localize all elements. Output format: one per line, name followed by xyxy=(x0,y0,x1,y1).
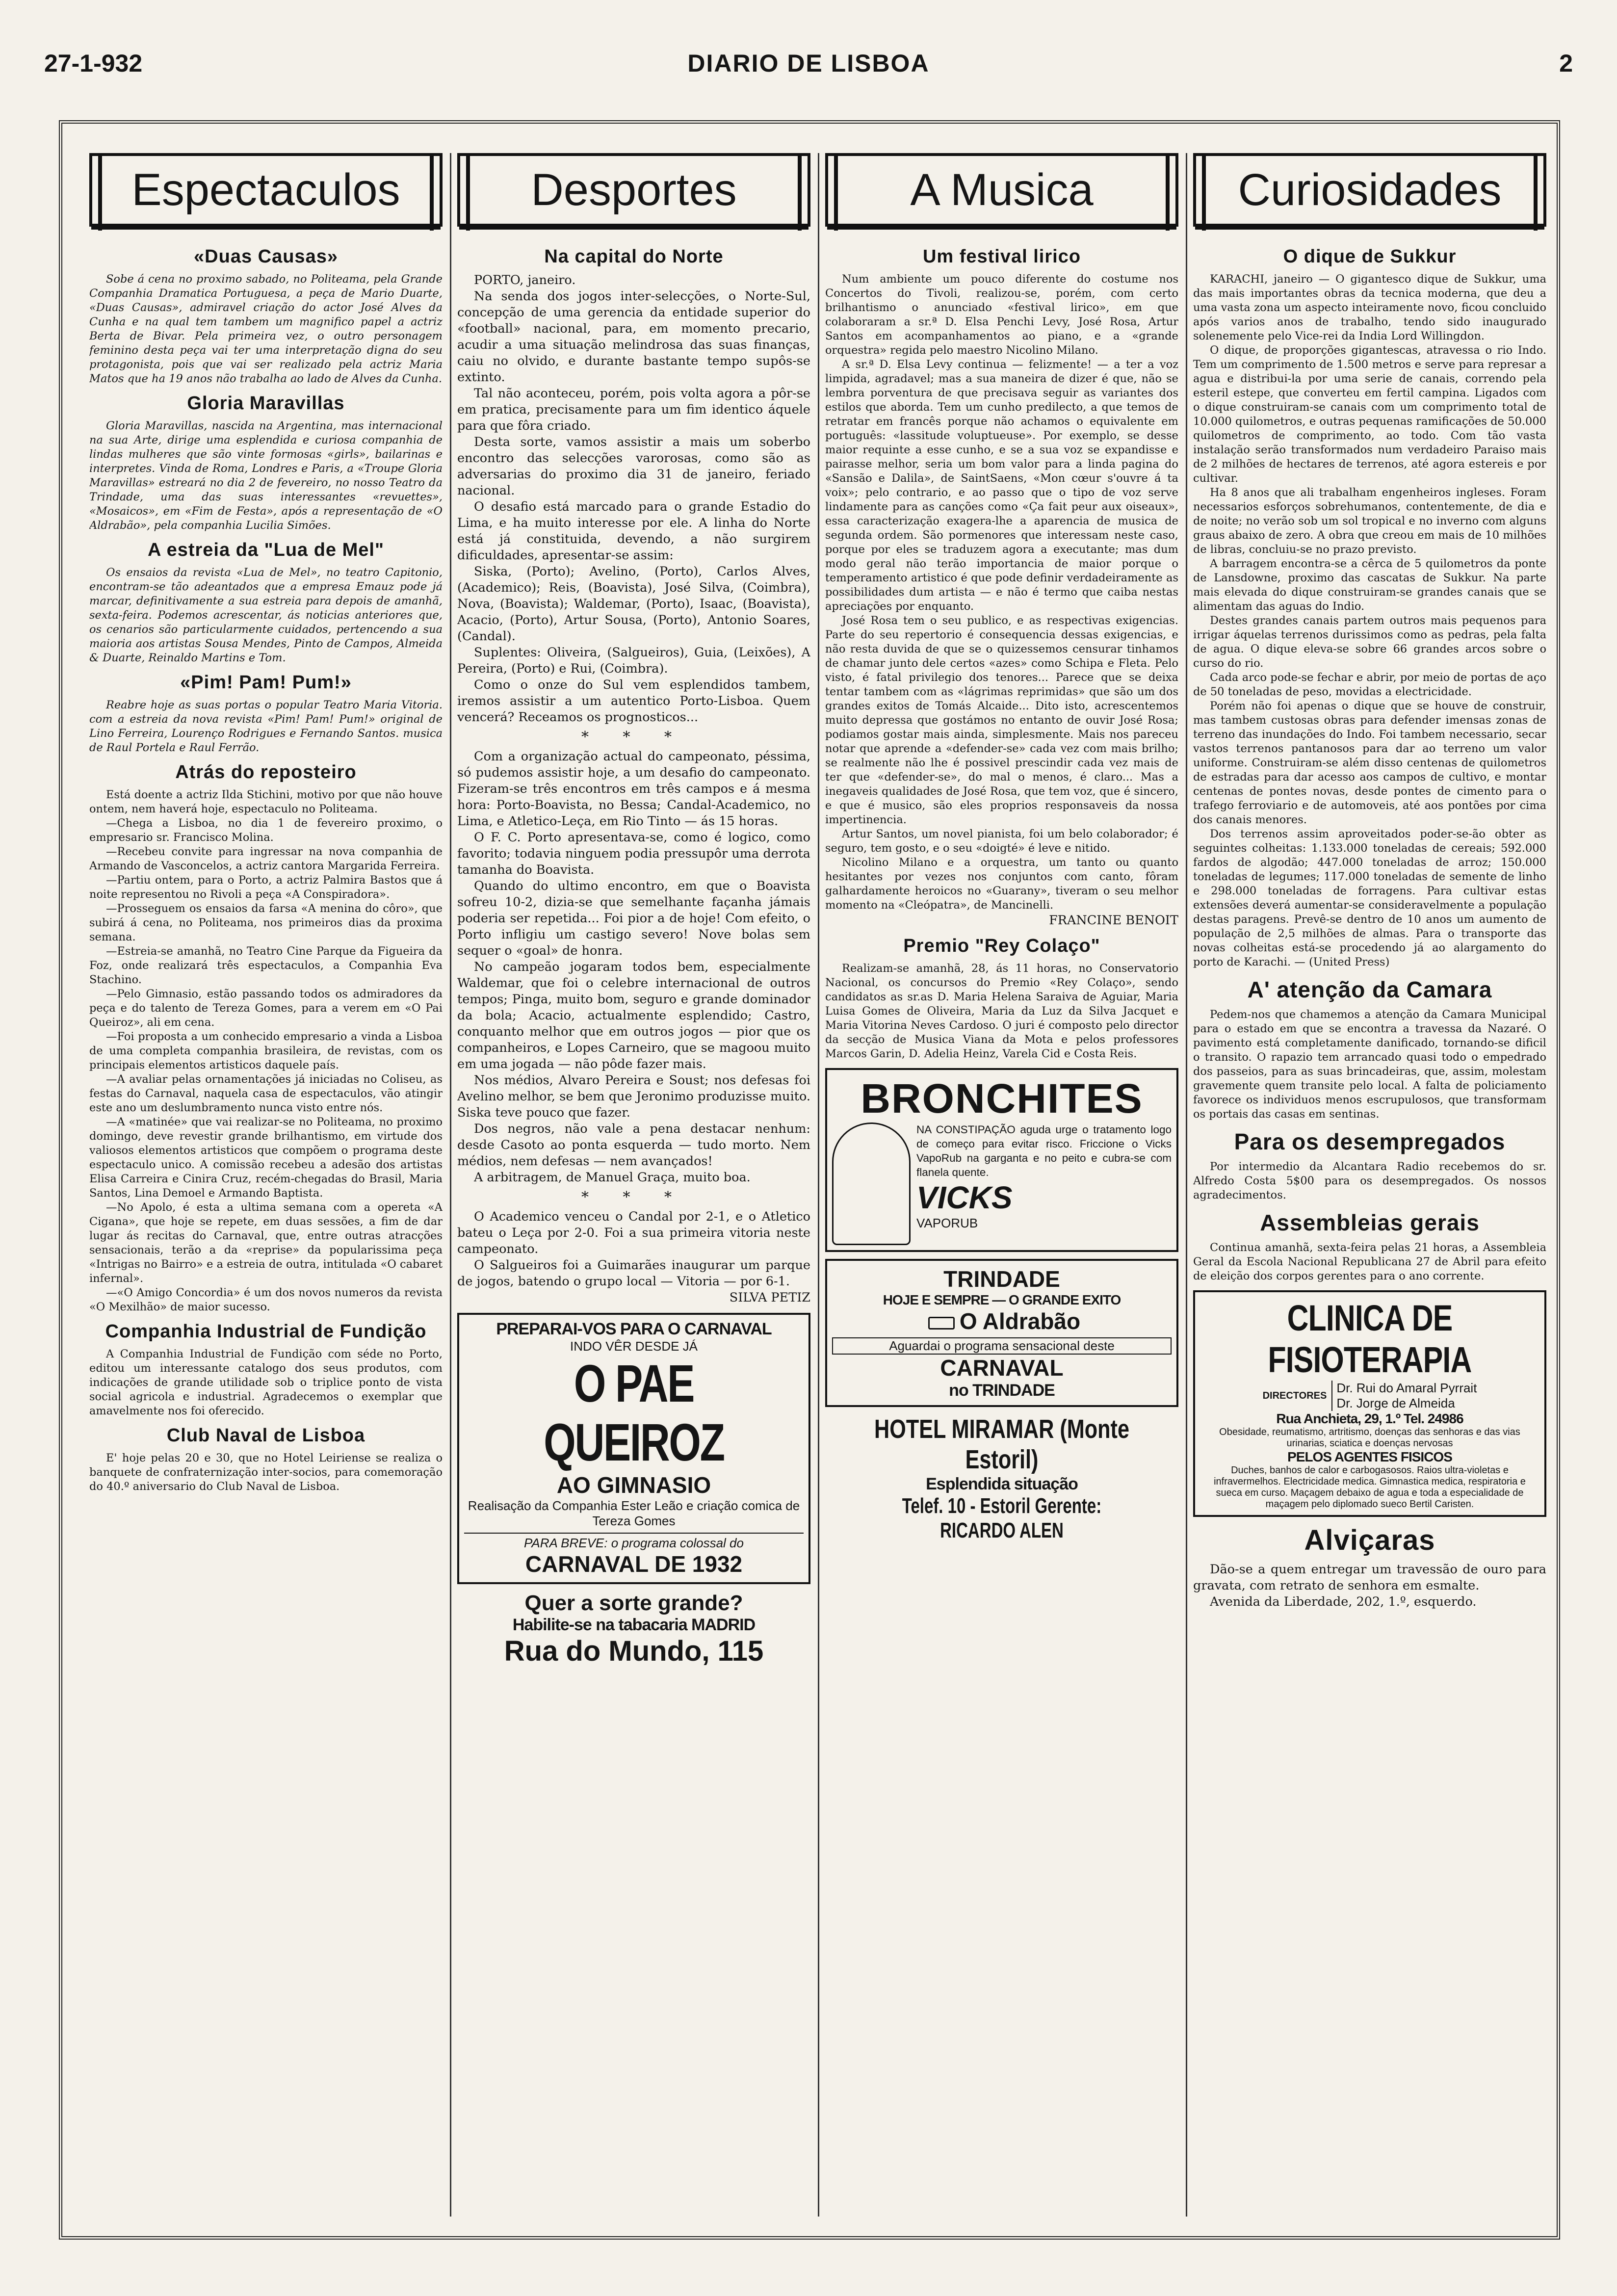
ad-line: Rua do Mundo, 115 xyxy=(504,1635,764,1667)
article-paragraph: Dos negros, não vale a pena destacar nenhum: desde Casoto ao ponta esquerda — tudo morto. Nem médios, nem defesas — nem avançados! xyxy=(457,1122,810,1169)
article-text: Por intermedio da Alcantara Radio recebemos do sr. Alfredo Costa 5$00 para os desempregados. Os nossos agradecimentos. xyxy=(1193,1160,1546,1201)
ad-headline: HOTEL MIRAMAR (Monte Estoril) xyxy=(874,1414,1129,1474)
article-paragraph: Num ambiente um pouco diferente do costume nos Concertos do Tivoli, realizou-se, porém, com certo brilhantismo o anunciado «festival lirico», em que colaboraram a sr.ª D. Elsa Penchi Levy, José Rosa, Artur Santos em acompanhamentos ao piano, e a «grande orquestra» regida pelo maestro Nicolino Milano. xyxy=(825,273,1178,357)
article-paragraph: No campeão jogaram todos bem, especialmente Waldemar, que foi o celebre internacional de outros tempos; Pinga, muito bom, seguro e grande dominador da bola; Acacio, actualmente esplendido; Castro, conquanto melhor que em outros jogos — pior que os companheiros, e Lopes Carneiro, que se magoou muito em uma jogada — não pôde fazer mais. xyxy=(457,960,810,1071)
news-item: —Chega a Lisboa, no dia 1 de fevereiro proximo, o empresario sr. Francisco Molina. xyxy=(89,817,443,844)
news-item: —Pelo Gimnasio, estão passando todos os admiradores da peça e do talento de Tereza Gomes, para a verem em «O Pai Queiroz», ali em cena. xyxy=(89,988,443,1029)
section-header-curiosidades: Curiosidades xyxy=(1193,153,1546,227)
column-rule xyxy=(1186,153,1187,2217)
article-paragraph: Destes grandes canais partem outros mais pequenos para irrigar áquelas terrenos durissimos como as pedras, pela falta de agua. O dique eleva-se sobre 66 grandes arcos sobre o curso do rio. xyxy=(1193,614,1546,670)
advertisement-hotel-miramar xyxy=(825,1414,1178,1543)
article-paragraph: Porém não foi apenas o dique que se houve de construir, mas tambem custosas obras para defender imensas zonas de terreno das inundações do Indo. Foi tambem necessario, secar vastos terrenos pantanosos para dar ao terreno um valor uniforme. Construiram-se além disso centenas de quilometros de estradas para dar acesso aos campos de cultivo, e montar centenas de pontes novas, desde pontes de cimento para o trafego ferroviario e de automoveis, até aos pontões por cima dos canais menores. xyxy=(1193,700,1546,826)
page-number: 2 xyxy=(1559,50,1573,77)
masthead xyxy=(44,49,1573,78)
advertisement-vicks xyxy=(825,1068,1178,1252)
section-divider: * * * xyxy=(581,1189,687,1206)
advertisement-trindade xyxy=(825,1259,1178,1407)
article-paragraph: Nos médios, Alvaro Pereira e Soust; nos defesas foi Avelino melhor, se bem que Jeronimo produzisse muito. Siska teve pouco que fazer. xyxy=(457,1073,810,1120)
article-title: «Duas Causas» xyxy=(194,246,338,267)
byline: SILVA PETIZ xyxy=(729,1290,810,1305)
article-paragraph: O Academico venceu o Candal por 2-1, e o Atletico bateu o Leça por 2-0. Foi a sua primeira vitoria neste campeonato. xyxy=(457,1209,810,1256)
news-item: —A «matinée» que vai realizar-se no Politeama, no proximo domingo, deve revestir grande brilhantismo, em virtude dos valiosos elementos artisticos que compõem o programa deste espectaculo unico. A comissão recebeu a adesão dos artistas Elisa Carreira e Cinira Cruz, recém-chegadas do Brasil, Maria Santos, Lina Demoel e Armando Baptista. xyxy=(89,1116,443,1200)
article-text: Avenida da Liberdade, 202, 1.º, esquerdo. xyxy=(1210,1594,1477,1609)
article-paragraph: O dique, de proporções gigantescas, atravessa o rio Indo. Tem um comprimento de 1.500 metros e serve para represar a agua e distribui-la por uma serie de canais, correndo pela esteril estepe, que converteu em fertil campina. Ligados com o dique construiram-se canais com um comprimento total de 10.000 quilometros, e outras pequenas ramificações de 50.000 quilometros de comprimento, ao todo. Com tão vasta instalação serão transformados num verdadeiro Paraiso mais de 2 milhões de hectares de terrenos, até agora estereis e por cultivar. xyxy=(1193,344,1546,485)
ad-line: INDO VÊR DESDE JÁ xyxy=(570,1339,698,1354)
article-paragraph: Como o onze do Sul vem esplendidos tambem, iremos assistir a um autentico Porto-Lisboa. Quem vencerá? Receamos os prognosticos... xyxy=(457,678,810,725)
news-item: —Foi proposta a um conhecido empresario a vinda a Lisboa de uma completa companhia brasileira, de revistas, com os principais elementos artisticos daquele país. xyxy=(89,1030,443,1071)
article-text: A Companhia Industrial de Fundição com séde no Porto, editou um interessante catalogo dos seus produtos, com indicações de grande utilidade sob o triplice ponto de vista social agricola e industrial. Agradecemos o exemplar que amavelmente nos foi oferecido. xyxy=(89,1348,443,1417)
ad-line: PELOS AGENTES FISICOS xyxy=(1287,1449,1452,1464)
ad-line: Dr. Rui do Amaral Pyrrait xyxy=(1336,1381,1477,1395)
brand-sub: VAPORUB xyxy=(916,1216,978,1230)
article-title: O dique de Sukkur xyxy=(1283,246,1457,267)
article-title: Gloria Maravillas xyxy=(187,393,345,414)
article-paragraph: Tal não aconteceu, porém, pois volta agora a pôr-se em pratica, precisamente para um fim identico áquele para que fôra criado. xyxy=(457,386,810,433)
newspaper-title: DIARIO DE LISBOA xyxy=(687,50,930,77)
pharmacist-illustration xyxy=(832,1122,911,1245)
article-text: Sobe á cena no proximo sabado, no Politeama, pela Grande Companhia Dramatica Portuguesa, a peça de Mario Duarte, «Duas Causas», admiravel criação do actor José Alves da Cunha e na qual tem tambem um magnifico papel a actriz Berta de Bivar. Pela primeira vez, o outro personagem feminino desta peça vai ter uma interpretação digna do seu protagonista, pois que vai ser realizado pela actriz Maria Matos que ha 19 anos não trabalha ao lado de Alves da Cunha. xyxy=(89,273,443,385)
article-paragraph: O F. C. Porto apresentava-se, como é logico, como favorito; todavia ninguem podia pressupôr uma derrota tamanha do Boavista. xyxy=(457,830,810,877)
ad-line: Obesidade, reumatismo, artritismo, doenças das senhoras e das vias urinarias, sciatica e doenças nervosas xyxy=(1219,1427,1520,1449)
ad-line: Rua Anchieta, 29, 1.º Tel. 24986 xyxy=(1276,1411,1463,1426)
article-title: Na capital do Norte xyxy=(544,246,724,267)
column-curiosidades xyxy=(1193,153,1546,2217)
article-paragraph: O desafio está marcado para o grande Estadio do Lima, e ha muito interesse por ele. A linha do Norte está já constituida, devendo, a não surgirem dificuldades, apresentar-se assim: xyxy=(457,499,810,563)
news-item: —Partiu ontem, para o Porto, a actriz Palmira Bastos que á noite representou no Rivoli a peça «A Conspiradora». xyxy=(89,874,443,901)
news-item: —Estreia-se amanhã, no Teatro Cine Parque da Figueira da Foz, onde realizará três espectaculos, a Companhia Eva Stachino. xyxy=(89,945,443,986)
byline: FRANCINE BENOIT xyxy=(1049,913,1178,928)
ad-line: Dr. Jorge de Almeida xyxy=(1336,1396,1455,1410)
column-musica xyxy=(825,153,1178,2217)
ad-headline: BRONCHITES xyxy=(861,1075,1143,1122)
article-title: Companhia Industrial de Fundição xyxy=(105,1321,427,1342)
ad-line: O Aldrabão xyxy=(959,1308,1081,1334)
ad-line: PREPARAI-VOS PARA O CARNAVAL xyxy=(496,1320,772,1338)
article-paragraph: Siska, (Porto); Avelino, (Porto), Carlos Alves, (Academico); Reis, (Boavista), José Silva, (Coimbra), Nova, (Boavista); Waldemar, (Porto), Isaac, (Boavista), Acacio, (Porto), Artur Sousa, (Porto), Antonio Soares, (Candal). xyxy=(457,564,810,644)
article-paragraph: KARACHI, janeiro — O gigantesco dique de Sukkur, uma das mais importantes obras da tecnica moderna, que deu a uma vasta zona um aspecto inteiramente novo, ficou concluido após varios anos de trabalho, tendo sido inaugurado solenemente pelo Vice-rei da India Lord Willingdon. xyxy=(1193,273,1546,342)
ad-headline: CLINICA DE FISIOTERAPIA xyxy=(1268,1298,1472,1380)
brand-logo: VICKS xyxy=(916,1180,1013,1215)
ad-text: NA CONSTIPAÇÃO aguda urge o tratamento logo de começo para evitar risco. Friccione o Vicks VapoRub na garganta e no peito e cubra-se com flanela quente. xyxy=(916,1123,1172,1178)
advertisement-tabacaria xyxy=(457,1591,810,1668)
column-rule xyxy=(450,153,451,2217)
article-text: Pedem-nos que chamemos a atenção da Camara Municipal para o estado em que se encontra a travessa da Nazaré. O pavimento está completamente danificado, tornando-se dificil o transito. O rapazio tem arrancado quasi todo o empedrado dos passeios, para as suas brincadeiras, que, assim, molestam gravemente quem transite pelo local. A falta de policiamento favorece os individuos menos escrupulosos, que transformam os portais das casas em sentinas. xyxy=(1193,1008,1546,1121)
article-title: Alviçaras xyxy=(1304,1524,1435,1556)
article-text: Os ensaios da revista «Lua de Mel», no teatro Capitonio, encontram-se tão adeantados que a empresa Emauz pode já marcar, definitivamente a sua estreia para depois de amanhã, sexta-feira. Podemos acrescentar, ás noticias anteriores que, os cenarios são particularmente cuidados, pertencendo a sua maioria aos artistas Sousa Mendes, Pinto de Campos, Almeida & Duarte, Reinaldo Martins e Tom. xyxy=(89,566,443,664)
article-paragraph: Artur Santos, um novel pianista, foi um belo colaborador; é seguro, tem gosto, e o seu «doigté» é leve e nitido. xyxy=(825,828,1178,855)
ad-line: AO xyxy=(556,1472,591,1498)
section-header-espectaculos: Espectaculos xyxy=(89,153,443,227)
article-paragraph: Cada arco pode-se fechar e abrir, por meio de portas de aço de 50 toneladas de peso, movidas a electricidade. xyxy=(1193,671,1546,698)
article-title: Assembleias gerais xyxy=(1260,1210,1480,1235)
advertisement-pae-queiroz xyxy=(457,1313,810,1584)
section-header-desportes: Desportes xyxy=(457,153,810,227)
article-paragraph: Dos terrenos assim aproveitados poder-se-ão obter as seguintes colheitas: 1.133.000 toneladas de cereais; 592.000 fardos de algodão; 447.000 toneladas de arroz; 150.000 toneladas de legumes; 117.000 toneladas de semente de linho e 298.000 toneladas de forragens. Para cultivar estas extensões deverá aumentar-se consideravelmente a população destas paragens. Prevê-se dentro de 10 anos um aumento de população de 2,5 milhões de almas. Para o transporte das novas colheitas está-se procedendo já ao alargamento do porto de Karachi. — (United Press) xyxy=(1193,828,1546,968)
ad-line: no TRINDADE xyxy=(949,1381,1055,1400)
news-item: —Prosseguem os ensaios da farsa «A menina do côro», que subirá á cena, no Politeama, nos primeiros dias da proxima semana. xyxy=(89,902,443,943)
article-title: Premio "Rey Colaço" xyxy=(903,936,1100,956)
article-text: Reabre hoje as suas portas o popular Teatro Maria Vitoria. com a estreia da nova revista «Pim! Pam! Pum!» original de Lino Ferreira, Lourenço Rodrigues e Fernando Santos. musica de Raul Portela e Raul Ferrão. xyxy=(89,699,443,754)
ad-line: Realisação da Companhia Ester Leão e criação comica de Tereza Gomes xyxy=(468,1498,800,1528)
ad-line: Habilite-se na tabacaria MADRID xyxy=(512,1616,756,1634)
article-title: A estreia da "Lua de Mel" xyxy=(148,540,384,560)
ad-line: GIMNASIO xyxy=(597,1472,711,1498)
article-paragraph: Desta sorte, vamos assistir a mais um soberbo encontro das selecções varorosas, como são as adversarias do proximo dia 31 de janeiro, feriado nacional. xyxy=(457,435,810,498)
page-frame xyxy=(59,120,1560,2240)
ad-headline: O PAE QUEIROZ xyxy=(544,1354,724,1472)
article-paragraph: Ha 8 anos que ali trabalham engenheiros ingleses. Foram necessarios esforços sobrehumanos, contentemente, de dia e de noite; no verão sob um sol tropical e no inverno com alguns graus abaixo de zero. A obra que creou em mais de 10 milhões de libras, concluiu-se no prazo previsto. xyxy=(1193,486,1546,556)
article-paragraph: José Rosa tem o seu publico, e as respectivas exigencias. Parte do seu repertorio é consequencia dessas exigencias, e não resta duvida de que se o quizessemos censurar tinhamos de chamar junto dele certos «azes» como Schipa e Fleta. Pelo visto, é fatal privilegio dos tenores... Parece que se deixa tentar tambem com as «lágrimas reprimidas» que são um dos grandes exitos de Tomás Alcaide... Dito isto, acrescentemos muito depressa que gostámos no entanto de ouvir José Rosa; podiamos gostar mais ainda, simplesmente. Mais nos pareceu notar que aprende a «defender-se» cada vez com mais brilho; se realmente não lhe é possivel prescindir cada vez mais de ter que «defender-se», do mal o menos, é claro... Mas a inegaveis qualidades de José Rosa, que tem voz, que é sincero, e que é musico, são eles proprios responsaveis da nossa impertinencia. xyxy=(825,614,1178,826)
article-text: Dão-se a quem entregar um travessão de ouro para gravata, com retrato de senhora em esmalte. xyxy=(1193,1562,1546,1593)
pointing-hand-icon xyxy=(928,1317,955,1330)
article-paragraph: Quando do ultimo encontro, em que o Boavista sofreu 10-2, dizia-se que semelhante façanha jámais poderia ser repetida... Foi pior a de hoje! Com efeito, o Porto infligiu um castigo severo! Nove bolas sem sequer o «goal» de honra. xyxy=(457,879,810,958)
section-header-musica: A Musica xyxy=(825,153,1178,227)
news-item: Está doente a actriz Ilda Stichini, motivo por que não houve ontem, nem haverá hoje, espectaculo no Politeama. xyxy=(89,788,443,815)
ad-line: DIRECTORES xyxy=(1262,1390,1327,1401)
ad-line: Aguardai o programa sensacional deste xyxy=(832,1337,1172,1355)
ad-line: CARNAVAL DE 1932 xyxy=(525,1551,743,1577)
article-title: Atrás do reposteiro xyxy=(175,762,357,783)
news-item: —No Apolo, é esta a ultima semana com a opereta «A Cigana», que hoje se repete, em duas sessões, a fim de dar lugar ás recitas do Carnaval, que, entre outras atracções sensacionais, terão a da «reprise» da popularissima peça «Intrigas no Bairro» e a estreia de outra, intitulada «O cabaret infernal». xyxy=(89,1201,443,1285)
column-espectaculos xyxy=(89,153,443,2217)
ad-line: PARA BREVE: o programa colossal do xyxy=(464,1533,804,1551)
column-desportes xyxy=(457,153,810,2217)
article-paragraph: A sr.ª D. Elsa Levy continua — felizmente! — a ter a voz limpida, agradavel; mas a sua maneira de dizer é que, não se lembra porventura de que precisava seguir as variantes dos estilos que aborda. Tem um cunho predilecto, a que temos de retratar em francês porque não achamos o equivalente em português: «lassitude voluptueuse». Por exemplo, se desse maior requinte a esse cunho, e se a sua voz se expandisse e pairasse melhor, seria um bom valor para a linda pagina do «Sansão e Dalila», de SaintSaens, «Mon cœur s'ouvre á ta voix»; pelo contrario, e ao passo que o tipo de voz serve lindamente para as canções como «Ça fait peur aux oiseaux», essa caracterização exagera-lhe a aparencia de musica de segunda ordem. São pormenores que interessam neste caso, porque por eles se traduzem agora a executante; mas dum modo geral não terão importancia de maior porque o temperamento artistico é que pode definir verdadeiramente as possibilidades dum artista — e não é termo que caiba nestas apreciações por enquanto. xyxy=(825,358,1178,613)
article-paragraph: A barragem encontra-se a cêrca de 5 quilometros da ponte de Lansdowne, proximo das cascatas de Sukkur. Na parte mais elevada do dique construiram-se grandes canais que se alimentam das aguas do Indio. xyxy=(1193,557,1546,613)
article-text: Gloria Maravillas, nascida na Argentina, mas internacional na sua Arte, dirige uma esplendida e curiosa companhia de lindas mulheres que são vinte formosas «girls», bailarinas e interpretes. Vinda de Roma, Londres e Paris, a «Troupe Gloria Maravillas» estreará no dia 2 de fevereiro, no nosso Teatro da Trindade, uma das suas interessantes «revuettes», «Mosaicos», em «Fim de Festa», após a representação de «O Aldrabão», pela companhia Lucilia Simões. xyxy=(89,419,443,532)
ad-line: Duches, banhos de calor e carbogasosos. Raios ultra-violetas e infravermelhos. Electricidade medica. Gimnastica medica, respiratoria e sueca em curso. Maçagem debaixo de agua e toda a especialidade de maçagem pelo diplomado sueco Bertil Caristen. xyxy=(1214,1465,1526,1510)
article-paragraph: A arbitragem, de Manuel Graça, muito boa. xyxy=(474,1170,751,1185)
issue-date: 27-1-932 xyxy=(44,50,143,77)
news-item: —«O Amigo Concordia» é um dos novos numeros da revista «O Mexilhão» de maior sucesso. xyxy=(89,1286,443,1313)
ad-headline: TRINDADE xyxy=(943,1266,1060,1292)
ad-line: Quer a sorte grande? xyxy=(524,1591,743,1615)
article-text: E' hoje pelas 20 e 30, que no Hotel Leiriense se realiza o banquete de confraternização inter-socios, para comemoração do 40.º aniversario do Club Naval de Lisboa. xyxy=(89,1452,443,1493)
ad-line: CARNAVAL xyxy=(940,1355,1064,1381)
article-title: A' atenção da Camara xyxy=(1247,977,1492,1002)
advertisement-clinica xyxy=(1193,1290,1546,1517)
article-paragraph: Na senda dos jogos inter-selecções, o Norte-Sul, concepção de uma gerencia da entidade superior do «football» nacional, para, em momento precario, acudir a uma situação melindrosa das suas finanças, caiu no olvido, e durante bastante tempo supôs-se extinto. xyxy=(457,289,810,385)
article-paragraph: O Salgueiros foi a Guimarães inaugurar um parque de jogos, batendo o grupo local — Vitoria — por 6-1. xyxy=(457,1258,810,1289)
column-rule xyxy=(818,153,819,2217)
article-text: Continua amanhã, sexta-feira pelas 21 horas, a Assembleia Geral da Escola Nacional Republicana 27 de Abril para efeito de eleição dos corpos gerentes para o ano corrente. xyxy=(1193,1241,1546,1282)
article-paragraph: Nicolino Milano e a orquestra, um tanto ou quanto hesitantes por vezes nos conjuntos com canto, fôram galhardamente heroicos no «Guarany», tiveram o seu melhor momento na «Cleópatra», de Mancinelli. xyxy=(825,856,1178,912)
ad-line: Telef. 10 - Estoril Gerente: RICARDO ALEN xyxy=(902,1494,1102,1542)
article-paragraph: Com a organização actual do campeonato, péssima, só pudemos assistir hoje, a um desafio do campeonato. Fizeram-se três encontros em três campos e á mesma hora: Porto-Boavista, no Bessa; Candal-Academico, no Lima, e Atletico-Leça, em Rio Tinto — ás 15 horas. xyxy=(457,749,810,829)
article-title: Um festival lirico xyxy=(922,246,1081,267)
article-text: Realizam-se amanhã, 28, ás 11 horas, no Conservatorio Nacional, os concursos do Premio «Rey Colaço», sendo candidatos as sr.as D. Maria Helena Saraiva de Aguiar, Maria Luisa Gomes de Oliveira, Maria da Luz da Silva Jacquet e Maria Vitorina Neves Cardoso. O juri é composto pelo director da secção de Musica Viana da Mota e pelos professores Marcos Garin, D. Adelia Heinz, Varela Cid e Costa Reis. xyxy=(825,962,1178,1060)
ad-line: HOJE E SEMPRE — O GRANDE EXITO xyxy=(883,1292,1121,1307)
ad-line: Esplendida situação xyxy=(926,1475,1078,1493)
section-divider: * * * xyxy=(581,729,687,746)
article-paragraph: Suplentes: Oliveira, (Salgueiros), Guia, (Leixões), A Pereira, (Porto) e Rui, (Coimbra). xyxy=(457,645,810,676)
article-title: «Pim! Pam! Pum!» xyxy=(180,672,352,693)
article-title: Club Naval de Lisboa xyxy=(166,1425,365,1446)
news-item: —Recebeu convite para ingressar na nova companhia de Armando de Vasconcelos, a actriz cantora Margarida Ferreira. xyxy=(89,845,443,872)
news-item: —A avaliar pelas ornamentações já iniciadas no Coliseu, as festas do Carnaval, naquela casa de espectaculos, vão atingir este ano um deslumbramento nunca visto entre nós. xyxy=(89,1073,443,1114)
dateline: PORTO, janeiro. xyxy=(474,273,576,287)
article-title: Para os desempregados xyxy=(1234,1129,1506,1154)
